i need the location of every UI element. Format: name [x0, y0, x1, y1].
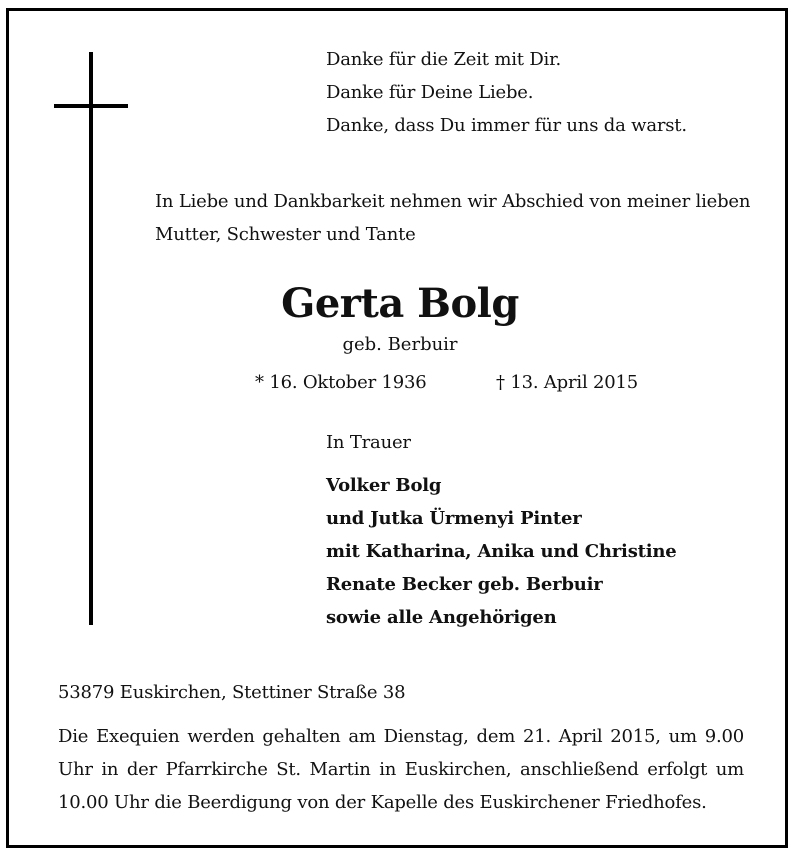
verse — [326, 44, 687, 143]
verse-line: Danke für die Zeit mit Dir. — [326, 49, 562, 70]
mourners-list — [326, 470, 677, 635]
maiden-name: geb. Berbuir — [342, 334, 458, 355]
address: 53879 Euskirchen, Stettiner Straße 38 — [58, 682, 406, 703]
deceased-name: Gerta Bolg — [281, 280, 519, 327]
intro-line: In Liebe und Dankbarkeit nehmen wir Abschied von meiner lieben — [155, 191, 751, 212]
exequies-info: Die Exequien werden gehalten am Dienstag, dem 21. April 2015, um 9.00 Uhr in der Pfarrkirche St. Martin in Euskirchen, anschließend erfolgt um 10.00 Uhr die Beerdigung von der Kapelle des Euskirchener Friedhofes. — [58, 726, 744, 813]
verse-line: Danke, dass Du immer für uns da warst. — [326, 115, 687, 136]
mourner-name: Volker Bolg — [326, 475, 442, 496]
verse-line: Danke für Deine Liebe. — [326, 82, 534, 103]
death-date: † 13. April 2015 — [496, 372, 639, 393]
mourner-name: sowie alle Angehörigen — [326, 607, 557, 628]
intro-line: Mutter, Schwester und Tante — [155, 224, 416, 245]
mourner-name: Renate Becker geb. Berbuir — [326, 574, 603, 595]
mourner-name: und Jutka Ürmenyi Pinter — [326, 508, 582, 529]
birth-date: * 16. Oktober 1936 — [255, 372, 427, 393]
cross-horizontal-bar — [54, 104, 128, 108]
mourning-label: In Trauer — [326, 432, 411, 453]
intro-text — [155, 186, 750, 252]
mourner-name: mit Katharina, Anika und Christine — [326, 541, 677, 562]
